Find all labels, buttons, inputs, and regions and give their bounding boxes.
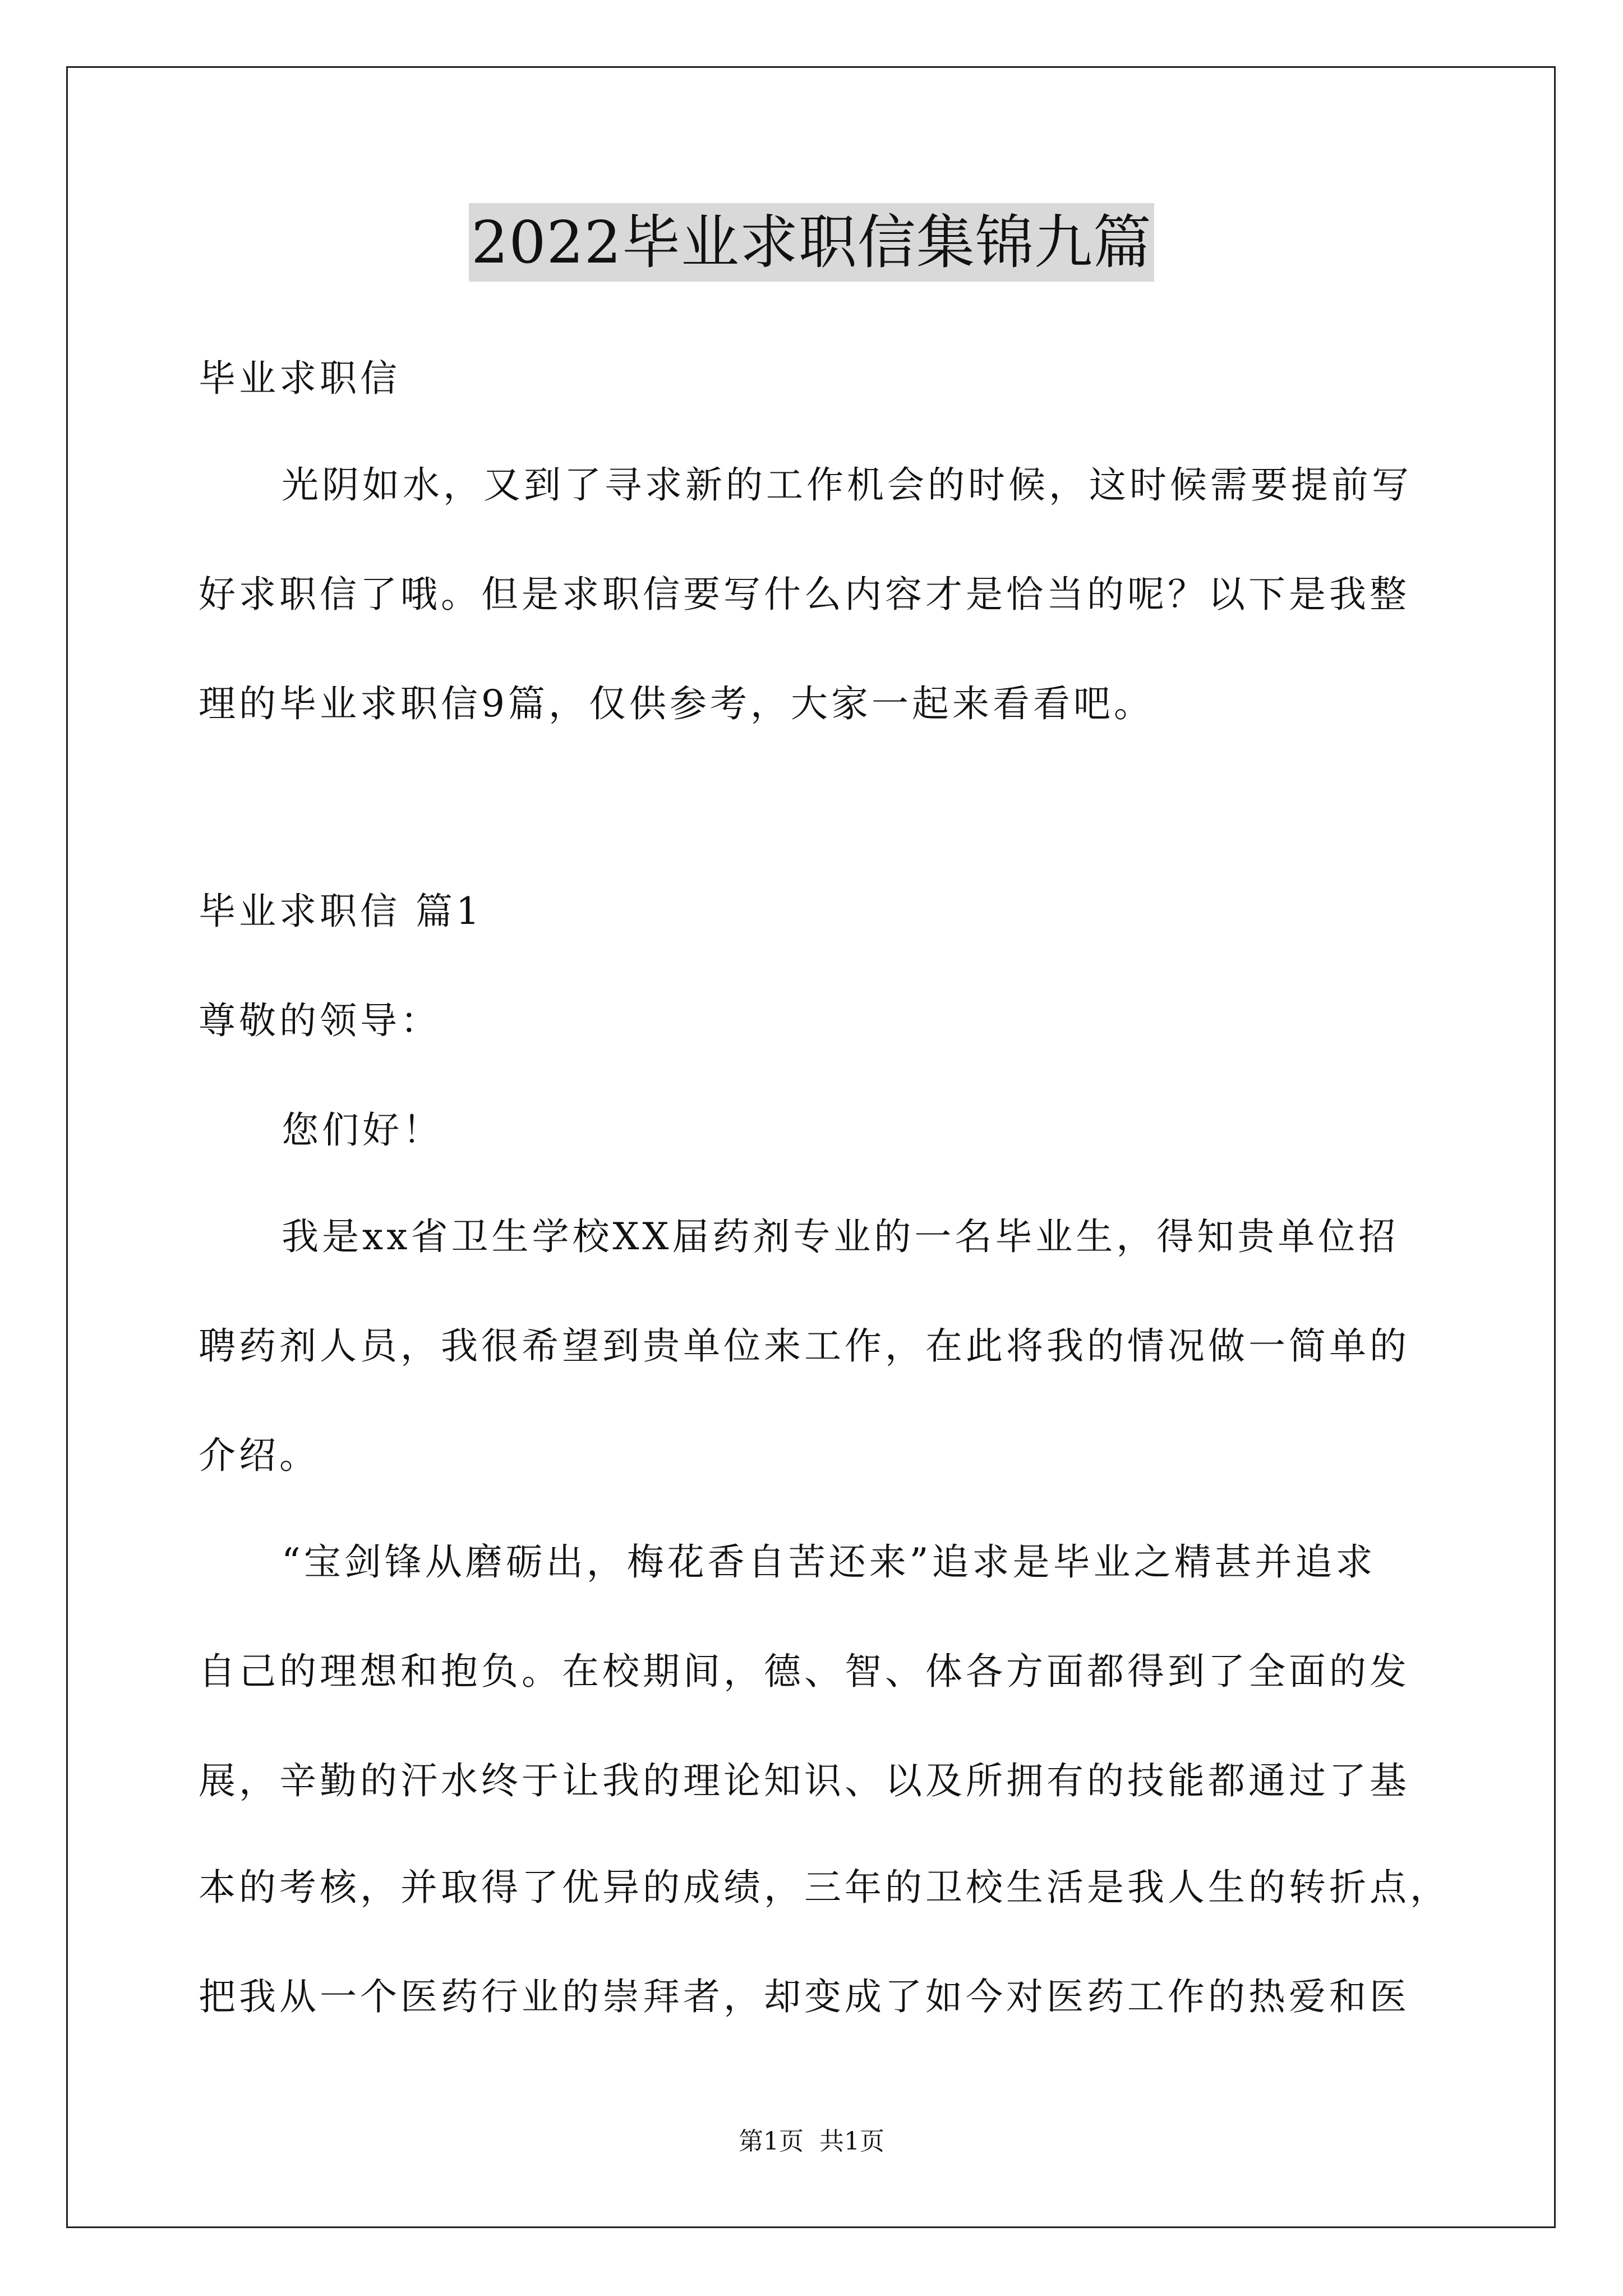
document-title: 2022毕业求职信集锦九篇: [469, 203, 1154, 282]
paragraph-line: 聘药剂人员，我很希望到贵单位来工作，在此将我的情况做一简单的: [199, 1324, 1410, 1368]
paragraph-line: 本的考核，并取得了优异的成绩，三年的卫校生活是我人生的转折点，: [199, 1866, 1450, 1909]
section-heading: 毕业求职信 篇1: [199, 890, 483, 933]
title-container: [0, 203, 1623, 282]
paragraph-line: “宝剑锋从磨砺出，梅花香自苦还来”追求是毕业之精甚并追求: [282, 1540, 1376, 1584]
paragraph-line: 光阴如水，又到了寻求新的工作机会的时候，这时候需要提前写: [282, 463, 1412, 507]
greeting: 您们好！: [282, 1108, 443, 1152]
paragraph-line: 自己的理想和抱负。在校期间，德、智、体各方面都得到了全面的发: [199, 1650, 1410, 1693]
paragraph-line: 我是xx省卫生学校XX届药剂专业的一名毕业生，得知贵单位招: [282, 1215, 1399, 1258]
paragraph-line: 理的毕业求职信9篇，仅供参考，大家一起来看看吧。: [199, 682, 1154, 725]
page-footer: [0, 2126, 1623, 2157]
page-number: 第1页: [739, 2127, 804, 2156]
paragraph-line: 介绍。: [199, 1434, 320, 1477]
salutation: 尊敬的领导：: [199, 999, 441, 1042]
paragraph-line: 把我从一个医药行业的崇拜者，却变成了如今对医药工作的热爱和医: [199, 1975, 1410, 2018]
paragraph-line: 展，辛勤的汗水终于让我的理论知识、以及所拥有的技能都通过了基: [199, 1759, 1410, 1802]
paragraph-line: 好求职信了哦。但是求职信要写什么内容才是恰当的呢？以下是我整: [199, 573, 1410, 616]
page-total: 共1页: [819, 2127, 884, 2156]
section-heading: 毕业求职信: [199, 357, 400, 400]
